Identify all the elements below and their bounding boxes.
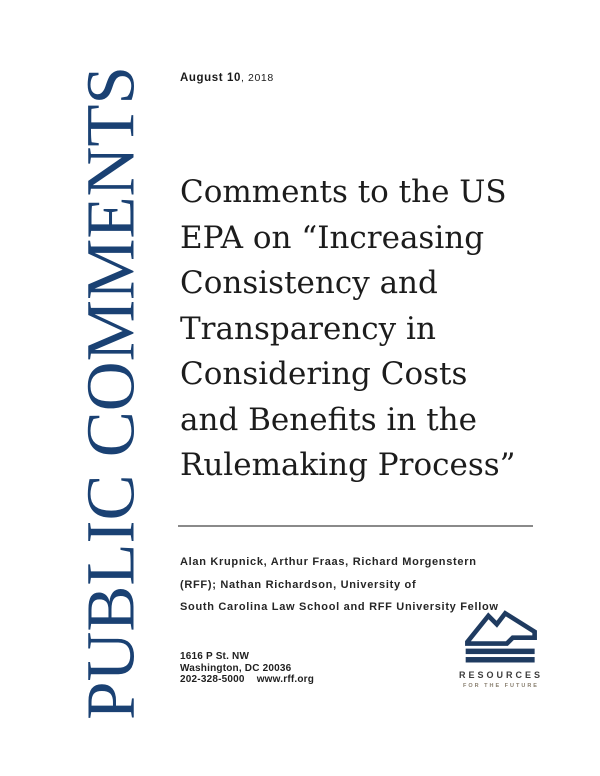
authors-line: Alan Krupnick, Arthur Fraas, Richard Morgenstern	[180, 556, 477, 568]
divider-line	[178, 525, 533, 527]
address-website: www.rff.org	[256, 674, 315, 685]
address-phone-row	[180, 674, 314, 686]
date	[180, 68, 274, 86]
title-line: Comments to the US	[180, 174, 507, 210]
title-line: and Benefits in the	[180, 401, 477, 438]
title-line: EPA on “Increasing	[180, 219, 485, 256]
date-year: , 2018	[241, 72, 274, 84]
title-line: Transparency in	[180, 310, 436, 347]
rff-logo	[446, 608, 556, 689]
address-block	[180, 651, 314, 686]
public-comments-banner: PUBLIC COMMENTS	[72, 66, 149, 720]
address-city: Washington, DC 20036	[180, 662, 292, 674]
date-text: August 10	[180, 72, 241, 84]
title-line: Rulemaking Process”	[180, 447, 516, 483]
logo-text-resources: RESOURCES	[458, 670, 543, 680]
address-phone: 202-328-5000	[180, 674, 245, 685]
logo-text-tagline: FOR THE FUTURE	[463, 683, 539, 689]
document-title	[180, 170, 550, 489]
authors-line: South Carolina Law School and RFF University Fellow	[180, 601, 499, 613]
address-street: 1616 P St. NW	[180, 651, 250, 662]
title-line: Consistency and	[180, 265, 438, 301]
mountain-logo-icon	[464, 608, 538, 664]
title-line: Considering Costs	[180, 356, 468, 392]
authors-line: (RFF); Nathan Richardson, University of	[180, 578, 417, 591]
